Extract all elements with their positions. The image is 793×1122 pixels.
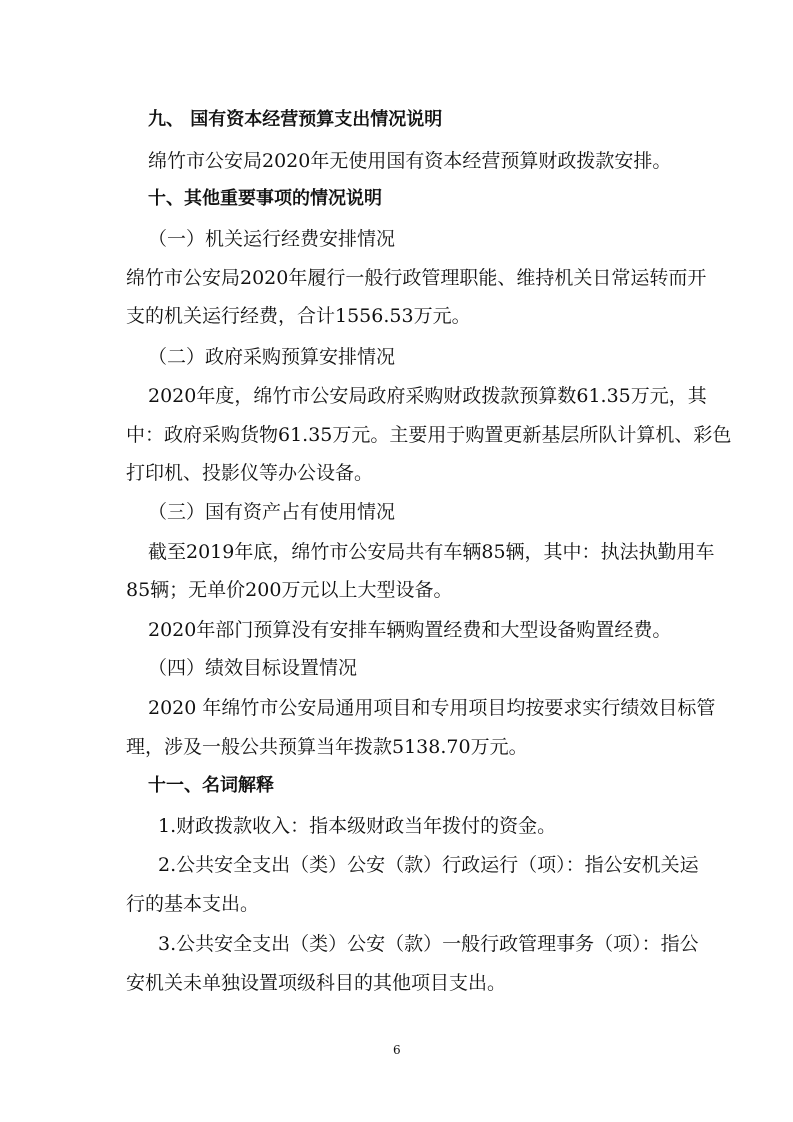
subsection-2-line-2: 中：政府采购货物61.35万元。主要用于购置更新基层所队计算机、彩色 [126,424,732,446]
subsection-3-line-1: 截至2019年底，绵竹市公安局共有车辆85辆，其中：执法执勤用车 [148,541,715,563]
term-1: 1.财政拨款收入：指本级财政当年拨付的资金。 [158,815,557,837]
subsection-2-line-1: 2020年度，绵竹市公安局政府采购财政拨款预算数61.35万元，其 [148,385,707,407]
section-10-heading: 十、其他重要事项的情况说明 [148,188,382,209]
subsection-3-line-2: 85辆；无单价200万元以上大型设备。 [126,579,453,601]
section-9-body: 绵竹市公安局2020年无使用国有资本经营预算财政拨款安排。 [148,150,672,172]
subsection-3-title: （三）国有资产占有使用情况 [148,501,396,523]
page-number: 6 [393,1043,401,1057]
subsection-4-title: （四）绩效目标设置情况 [148,657,358,679]
subsection-1-line-2: 支的机关运行经费，合计1556.53万元。 [126,305,471,327]
term-3-line-2: 安机关未单独设置项级科目的其他项目支出。 [126,972,507,994]
term-2-line-2: 行的基本支出。 [126,893,260,915]
subsection-4-line-1: 2020 年绵竹市公安局通用项目和专用项目均按要求实行绩效目标管 [148,697,716,719]
section-9-heading: 九、 国有资本经营预算支出情况说明 [148,109,443,130]
subsection-1-line-1: 绵竹市公安局2020年履行一般行政管理职能、维持机关日常运转而开 [126,267,707,289]
section-11-heading: 十一、名词解释 [148,775,274,796]
term-2-line-1: 2.公共安全支出（类）公安（款）行政运行（项）：指公安机关运 [158,854,699,876]
subsection-1-title: （一）机关运行经费安排情况 [148,228,396,250]
term-3-line-1: 3.公共安全支出（类）公安（款）一般行政管理事务（项）：指公 [158,933,699,955]
subsection-2-line-3: 打印机、投影仪等办公设备。 [126,462,374,484]
subsection-2-title: （二）政府采购预算安排情况 [148,346,396,368]
subsection-4-line-2: 理，涉及一般公共预算当年拨款5138.70万元。 [126,736,528,758]
subsection-3-line-3: 2020年部门预算没有安排车辆购置经费和大型设备购置经费。 [148,619,672,641]
